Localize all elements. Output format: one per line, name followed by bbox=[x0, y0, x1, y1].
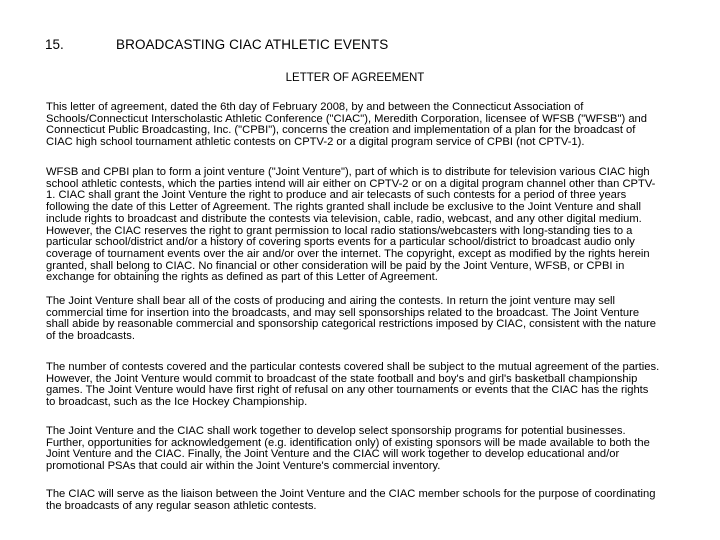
section-number: 15. bbox=[45, 37, 64, 52]
paragraph-line: promotional PSAs that could air within the Joint Venture's commercial inventory. bbox=[46, 460, 441, 473]
paragraph-line: coverage of tournament events over the air and/or over the internet. The copyright, except as modified by the rights herein bbox=[46, 247, 650, 260]
paragraph-line: Further, opportunities for acknowledgement (e.g. identification only) of existing sponsors will be made available to both the bbox=[46, 436, 650, 449]
paragraph-line: include rights to broadcast and distribute the contests via television, cable, radio, webcast, and any other digital medium. bbox=[46, 212, 642, 225]
paragraph-line: games. The Joint Venture would have first right of refusal on any other tournaments or events that the CIAC has the rights bbox=[46, 384, 649, 397]
document-subtitle: LETTER OF AGREEMENT bbox=[285, 72, 425, 84]
paragraph bbox=[46, 167, 655, 284]
paragraph-line: school athletic contests, which the parties intend will air either on CPTV-2 or on a digital program channel other than CPTV- bbox=[46, 177, 656, 190]
paragraph-line: However, the CIAC reserves the right to grant permission to local radio stations/webcasters with long-standing ties to a bbox=[46, 224, 633, 237]
paragraph-line: WFSB and CPBI plan to form a joint venture ("Joint Venture"), part of which is to distribute for television various CIAC high bbox=[46, 166, 650, 178]
paragraph-line: Connecticut Public Broadcasting, Inc. ("CPBI"), concerns the creation and implementation of a plan for the broadcast of bbox=[46, 124, 636, 137]
paragraph-line: However, the Joint Venture would commit to broadcast of the state football and boy's and girl's basketball championship bbox=[46, 372, 638, 385]
paragraph-line: Schools/Connecticut Interscholastic Athletic Conference ("CIAC"), Meredith Corporation, licensee of WFSB ("WFSB") and bbox=[46, 112, 647, 125]
paragraph-line: granted, shall belong to CIAC. No financial or other consideration will be paid by the Joint Venture, WFSB, or CPBI in bbox=[46, 259, 625, 272]
section-title: BROADCASTING CIAC ATHLETIC EVENTS bbox=[116, 37, 389, 52]
paragraph-line: the broadcasts of any regular season athletic contests. bbox=[46, 499, 317, 512]
paragraph-line: This letter of agreement, dated the 6th day of February 2008, by and between the Connecticut Association of bbox=[46, 101, 584, 113]
paragraph-line: Joint Venture and the CIAC. Finally, the Joint Venture and the CIAC will work together to develop educational and/or bbox=[46, 448, 620, 461]
paragraph bbox=[46, 362, 659, 409]
paragraph-line: following the date of this Letter of Agreement. The rights granted shall include be exclusive to the Joint Venture and shall bbox=[46, 201, 641, 214]
paragraph-line: The CIAC will serve as the liaison between the Joint Venture and the CIAC member schools for the purpose of coordinating bbox=[46, 488, 656, 500]
paragraph bbox=[46, 426, 650, 473]
paragraph-line: particular school/district and/or a history of covering sports events for a particular school/district to broadcast audio only bbox=[46, 236, 635, 249]
paragraph-line: to broadcast, such as the Ice Hockey Championship. bbox=[46, 396, 308, 409]
paragraph bbox=[46, 102, 647, 149]
paragraph-line: 1. CIAC shall grant the Joint Venture the right to produce and air telecasts of such contests for a period of three years bbox=[46, 189, 627, 202]
paragraph-line: The Joint Venture shall bear all of the costs of producing and airing the contests. In return the joint venture may sell bbox=[46, 295, 616, 307]
paragraph-line: The Joint Venture and the CIAC shall work together to develop select sponsorship programs for potential businesses. bbox=[46, 425, 626, 437]
paragraph bbox=[46, 296, 656, 343]
paragraph-line: of the broadcasts. bbox=[46, 330, 135, 343]
paragraph-line: exchange for obtaining the rights as defined as part of this Letter of Agreement. bbox=[46, 271, 438, 284]
paragraph-line: CIAC high school tournament athletic contests on CPTV-2 or a digital program service of CPBI (not CPTV-1). bbox=[46, 136, 585, 149]
paragraph-line: The number of contests covered and the particular contests covered shall be subject to the mutual agreement of the parties. bbox=[46, 361, 660, 373]
paragraph bbox=[46, 489, 655, 512]
paragraph-line: shall abide by reasonable commercial and sponsorship categorical restrictions imposed by CIAC, consistent with the nature bbox=[46, 318, 657, 331]
paragraph-line: commercial time for insertion into the broadcasts, and may sell sponsorships related to the broadcast. The Joint Venture bbox=[46, 306, 640, 319]
